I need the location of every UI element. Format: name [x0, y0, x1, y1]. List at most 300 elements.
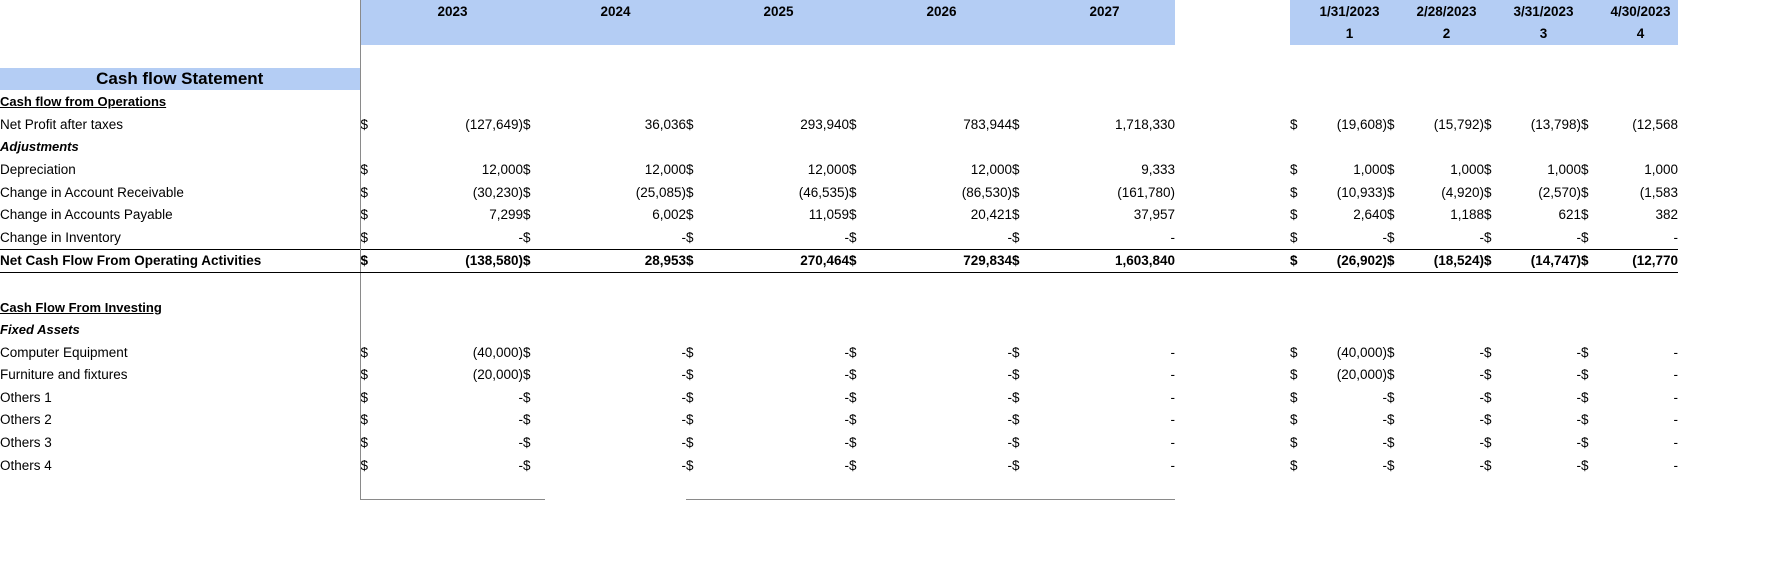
currency-symbol: $	[686, 344, 694, 360]
value-month-3: -	[1576, 229, 1581, 245]
table-row	[0, 409, 1774, 432]
currency-symbol: $	[1290, 344, 1298, 360]
currency-symbol: $	[1581, 161, 1589, 177]
value-month-1: -	[1382, 389, 1387, 405]
value-month-4: -	[1673, 435, 1678, 451]
currency-symbol: $	[686, 367, 694, 383]
currency-symbol: $	[1387, 389, 1395, 405]
value-month-1: -	[1382, 412, 1387, 428]
total-2026: 729,834	[871, 249, 1012, 273]
month-header-apr: 4/30/2023	[1603, 0, 1678, 23]
subsection-heading-row-fixed-assets	[0, 318, 1774, 341]
idx-spacer-3	[523, 23, 545, 46]
column-gap	[1175, 454, 1290, 477]
row-label: Furniture and fixtures	[0, 364, 360, 387]
currency-symbol: $	[1484, 249, 1506, 273]
month-index-spacer-1	[1290, 23, 1312, 46]
currency-symbol: $	[360, 389, 369, 405]
bottom-cell-m7	[1581, 476, 1603, 499]
value-2024: -	[681, 229, 686, 245]
column-gap	[1175, 0, 1290, 23]
value-month-3: -	[1576, 457, 1581, 473]
currency-symbol: $	[1387, 249, 1409, 273]
bottom-cell-m4	[1409, 476, 1484, 499]
total-month-1: (26,902)	[1312, 249, 1387, 273]
currency-symbol: $	[1290, 207, 1298, 223]
value-2023: -	[518, 412, 523, 428]
currency-symbol: $	[1387, 412, 1395, 428]
currency-symbol: $	[1581, 412, 1589, 428]
value-2025: -	[844, 229, 849, 245]
currency-symbol: $	[1581, 435, 1589, 451]
total-month-4: (12,770	[1603, 249, 1678, 273]
currency-symbol: $	[1387, 161, 1395, 177]
table-row	[0, 454, 1774, 477]
value-month-3: 1,000	[1547, 161, 1581, 177]
currency-symbol: $	[1484, 389, 1492, 405]
value-2027: -	[1170, 457, 1175, 473]
currency-symbol: $	[1581, 344, 1589, 360]
year-header-2023: 2023	[382, 0, 523, 23]
spacer-cell-right	[360, 45, 1774, 68]
idx-spacer-7	[849, 23, 871, 46]
currency-symbol: $	[523, 389, 531, 405]
value-2024: -	[681, 367, 686, 383]
currency-symbol: $	[360, 367, 369, 383]
currency-symbol: $	[686, 435, 694, 451]
bottom-cell-m5	[1484, 476, 1506, 499]
value-2026: (86,530)	[961, 184, 1012, 200]
value-2027: -	[1170, 367, 1175, 383]
total-label: Net Cash Flow From Operating Activities	[0, 249, 360, 273]
value-2023: (40,000)	[472, 344, 523, 360]
index-corner	[0, 23, 360, 46]
currency-symbol: $	[360, 229, 369, 245]
month-index-4: 4	[1603, 23, 1678, 46]
currency-symbol: $	[849, 161, 857, 177]
value-month-3: -	[1576, 389, 1581, 405]
currency-symbol: $	[360, 207, 369, 223]
currency-symbol: $	[1387, 116, 1395, 132]
row-label: Others 2	[0, 409, 360, 432]
section-heading-row-investing	[0, 296, 1774, 319]
currency-symbol: $	[1012, 412, 1020, 428]
subsection-heading-fixed-assets: Fixed Assets	[0, 318, 360, 341]
value-2023: (127,649)	[465, 116, 523, 132]
column-gap	[1175, 181, 1290, 204]
column-gap	[1175, 113, 1290, 136]
value-month-2: -	[1479, 389, 1484, 405]
year-header-spacer-2	[523, 0, 545, 23]
value-2027: -	[1170, 389, 1175, 405]
value-month-4: (12,568	[1632, 116, 1678, 132]
month-index-spacer-2	[1387, 23, 1409, 46]
idx-spacer-8	[871, 23, 1012, 46]
row-empty-right	[360, 136, 1774, 159]
bottom-rule-2	[382, 476, 523, 499]
column-gap	[1175, 364, 1290, 387]
bottom-cell-m1	[1290, 476, 1312, 499]
value-2027: 37,957	[1133, 207, 1175, 223]
currency-symbol: $	[523, 116, 531, 132]
currency-symbol: $	[523, 161, 531, 177]
value-2026: -	[1007, 367, 1012, 383]
bottom-cell-m3	[1387, 476, 1409, 499]
year-header-spacer-1	[360, 0, 382, 23]
value-month-2: -	[1479, 435, 1484, 451]
value-month-2: 1,000	[1450, 161, 1484, 177]
month-index-3: 3	[1506, 23, 1581, 46]
bottom-rule-9	[1012, 476, 1034, 499]
table-row	[0, 113, 1774, 136]
month-header-mar: 3/31/2023	[1506, 0, 1581, 23]
value-month-3: (2,570)	[1538, 184, 1581, 200]
row-label: Net Profit after taxes	[0, 113, 360, 136]
bottom-rule-6	[708, 476, 849, 499]
currency-symbol: $	[686, 412, 694, 428]
currency-symbol: $	[686, 161, 694, 177]
value-2024: 12,000	[644, 161, 686, 177]
currency-symbol: $	[360, 161, 369, 177]
currency-symbol: $	[1387, 457, 1395, 473]
value-2026: -	[1007, 435, 1012, 451]
year-header-2026: 2026	[871, 0, 1012, 23]
currency-symbol: $	[360, 249, 382, 273]
spacer-row-1	[0, 45, 1774, 68]
value-2025: 12,000	[807, 161, 849, 177]
section-heading-operations: Cash flow from Operations	[0, 90, 360, 113]
idx-spacer-4	[545, 23, 686, 46]
column-gap	[1175, 409, 1290, 432]
currency-symbol: $	[849, 457, 857, 473]
value-2025: -	[844, 344, 849, 360]
currency-symbol: $	[1581, 184, 1589, 200]
currency-symbol: $	[523, 412, 531, 428]
currency-symbol: $	[1484, 435, 1492, 451]
month-header-spacer-1	[1290, 0, 1312, 23]
section-heading-right	[360, 296, 1774, 319]
currency-symbol: $	[1581, 457, 1589, 473]
column-gap	[1175, 249, 1290, 273]
table-row	[0, 158, 1774, 181]
section-heading-right	[360, 90, 1774, 113]
currency-symbol: $	[523, 184, 531, 200]
value-2025: -	[844, 435, 849, 451]
currency-symbol: $	[1484, 367, 1492, 383]
value-2023: -	[518, 229, 523, 245]
total-2024: 28,953	[545, 249, 686, 273]
value-month-2: -	[1479, 457, 1484, 473]
currency-symbol: $	[1484, 116, 1492, 132]
value-2025: -	[844, 457, 849, 473]
row-label: Others 3	[0, 431, 360, 454]
idx-spacer-6	[708, 23, 849, 46]
value-month-1: (10,933)	[1336, 184, 1387, 200]
table-row	[0, 136, 1774, 159]
value-2025: 293,940	[800, 116, 849, 132]
value-month-4: -	[1673, 412, 1678, 428]
value-month-1: (20,000)	[1336, 367, 1387, 383]
bottom-cell-4	[545, 476, 686, 499]
bottom-cell-m6	[1506, 476, 1581, 499]
column-gap	[1175, 158, 1290, 181]
currency-symbol: $	[686, 184, 694, 200]
header-row-month-index	[0, 23, 1774, 46]
value-2023: (30,230)	[472, 184, 523, 200]
value-2024: -	[681, 457, 686, 473]
idx-spacer-9	[1012, 23, 1034, 46]
currency-symbol: $	[849, 389, 857, 405]
currency-symbol: $	[1484, 161, 1492, 177]
page-title: Cash flow Statement	[0, 68, 360, 91]
value-month-2: -	[1479, 367, 1484, 383]
table-row	[0, 203, 1774, 226]
value-month-1: -	[1382, 457, 1387, 473]
value-2026: 20,421	[970, 207, 1012, 223]
currency-symbol: $	[1387, 184, 1395, 200]
column-gap-2	[1175, 23, 1290, 46]
currency-symbol: $	[1484, 229, 1492, 245]
bottom-rule-5	[686, 476, 708, 499]
currency-symbol: $	[523, 435, 531, 451]
title-row-right	[360, 68, 1774, 91]
value-2027: -	[1170, 435, 1175, 451]
month-header-spacer-2	[1387, 0, 1409, 23]
value-month-2: -	[1479, 229, 1484, 245]
value-month-1: (19,608)	[1336, 116, 1387, 132]
value-2023: (20,000)	[472, 367, 523, 383]
currency-symbol: $	[849, 344, 857, 360]
currency-symbol: $	[360, 116, 369, 132]
value-month-4: -	[1673, 457, 1678, 473]
column-gap	[1175, 431, 1290, 454]
total-2023: (138,580)	[382, 249, 523, 273]
currency-symbol: $	[849, 367, 857, 383]
bottom-rule-8	[871, 476, 1012, 499]
currency-symbol: $	[360, 457, 369, 473]
value-month-3: (13,798)	[1530, 116, 1581, 132]
value-2023: -	[518, 435, 523, 451]
month-header-spacer-3	[1484, 0, 1506, 23]
section-heading-investing: Cash Flow From Investing	[0, 296, 360, 319]
currency-symbol: $	[1581, 367, 1589, 383]
row-label: Others 1	[0, 386, 360, 409]
value-month-2: 1,188	[1450, 207, 1484, 223]
section-heading-row-operations	[0, 90, 1774, 113]
row-label: Computer Equipment	[0, 341, 360, 364]
value-2024: (25,085)	[635, 184, 686, 200]
currency-symbol: $	[1290, 249, 1312, 273]
value-2027: (161,780)	[1117, 184, 1175, 200]
row-label: Depreciation	[0, 158, 360, 181]
currency-symbol: $	[360, 344, 369, 360]
currency-symbol: $	[1581, 207, 1589, 223]
value-2027: 1,718,330	[1114, 116, 1175, 132]
currency-symbol: $	[1484, 344, 1492, 360]
table-row	[0, 226, 1774, 249]
total-2027: 1,603,840	[1034, 249, 1175, 273]
currency-symbol: $	[1290, 184, 1298, 200]
value-month-3: -	[1576, 367, 1581, 383]
title-row	[0, 68, 1774, 91]
currency-symbol: $	[1290, 412, 1298, 428]
bottom-cell-m8	[1603, 476, 1678, 499]
currency-symbol: $	[1484, 412, 1492, 428]
month-header-feb: 2/28/2023	[1409, 0, 1484, 23]
bottom-label-cell	[0, 476, 360, 499]
currency-symbol: $	[1581, 229, 1589, 245]
currency-symbol: $	[686, 389, 694, 405]
currency-symbol: $	[686, 249, 708, 273]
total-row-operating	[0, 249, 1774, 273]
value-2023: -	[518, 389, 523, 405]
year-header-spacer-3	[686, 0, 708, 23]
currency-symbol: $	[523, 249, 545, 273]
currency-symbol: $	[523, 229, 531, 245]
currency-symbol: $	[686, 457, 694, 473]
value-month-2: (15,792)	[1433, 116, 1484, 132]
subsection-heading-right	[360, 318, 1774, 341]
currency-symbol: $	[1290, 161, 1298, 177]
table-row	[0, 431, 1774, 454]
value-month-3: 621	[1558, 207, 1581, 223]
value-2026: 783,944	[963, 116, 1012, 132]
currency-symbol: $	[686, 229, 694, 245]
value-2024: 6,002	[652, 207, 686, 223]
column-gap	[1175, 226, 1290, 249]
value-2024: 36,036	[644, 116, 686, 132]
value-2024: -	[681, 344, 686, 360]
currency-symbol: $	[1012, 249, 1034, 273]
currency-symbol: $	[1387, 344, 1395, 360]
value-2024: -	[681, 435, 686, 451]
bottom-rule-1	[360, 476, 382, 499]
currency-symbol: $	[1012, 207, 1020, 223]
year-header-spacer-4	[849, 0, 871, 23]
value-2023: 7,299	[489, 207, 523, 223]
value-2026: -	[1007, 389, 1012, 405]
currency-symbol: $	[1290, 435, 1298, 451]
value-2023: -	[518, 457, 523, 473]
bottom-partial-row	[0, 476, 1774, 499]
currency-symbol: $	[849, 207, 857, 223]
currency-symbol: $	[1012, 161, 1020, 177]
value-month-2: (4,920)	[1441, 184, 1484, 200]
table-row	[0, 386, 1774, 409]
currency-symbol: $	[849, 412, 857, 428]
currency-symbol: $	[360, 435, 369, 451]
value-month-3: -	[1576, 435, 1581, 451]
row-label: Change in Account Receivable	[0, 181, 360, 204]
value-2026: 12,000	[970, 161, 1012, 177]
value-2027: -	[1170, 412, 1175, 428]
value-2025: (46,535)	[798, 184, 849, 200]
value-2025: -	[844, 412, 849, 428]
currency-symbol: $	[1290, 229, 1298, 245]
value-2027: -	[1170, 344, 1175, 360]
currency-symbol: $	[1012, 367, 1020, 383]
value-month-3: -	[1576, 412, 1581, 428]
currency-symbol: $	[1484, 457, 1492, 473]
row-label: Change in Inventory	[0, 226, 360, 249]
bottom-rule-7	[849, 476, 871, 499]
currency-symbol: $	[1387, 207, 1395, 223]
header-corner	[0, 0, 360, 23]
idx-spacer-2	[382, 23, 523, 46]
idx-spacer-5	[686, 23, 708, 46]
value-2025: 11,059	[808, 207, 849, 223]
idx-spacer-1	[360, 23, 382, 46]
spacer-cell	[0, 273, 360, 296]
value-2027: 9,333	[1141, 161, 1175, 177]
value-month-4: 1,000	[1644, 161, 1678, 177]
currency-symbol: $	[1012, 389, 1020, 405]
currency-symbol: $	[686, 116, 694, 132]
currency-symbol: $	[849, 116, 857, 132]
year-header-spacer-5	[1012, 0, 1034, 23]
value-2025: -	[844, 389, 849, 405]
currency-symbol: $	[1387, 229, 1395, 245]
value-month-1: -	[1382, 229, 1387, 245]
value-2026: -	[1007, 344, 1012, 360]
idx-spacer-10	[1034, 23, 1175, 46]
bottom-gap	[1175, 476, 1290, 499]
currency-symbol: $	[1484, 207, 1492, 223]
value-2024: -	[681, 389, 686, 405]
year-header-2024: 2024	[545, 0, 686, 23]
currency-symbol: $	[849, 435, 857, 451]
total-month-3: (14,747)	[1506, 249, 1581, 273]
currency-symbol: $	[1387, 435, 1395, 451]
row-label: Change in Accounts Payable	[0, 203, 360, 226]
value-month-2: -	[1479, 344, 1484, 360]
total-month-2: (18,524)	[1409, 249, 1484, 273]
value-2026: -	[1007, 229, 1012, 245]
currency-symbol: $	[1290, 367, 1298, 383]
currency-symbol: $	[523, 457, 531, 473]
year-header-2027: 2027	[1034, 0, 1175, 23]
column-gap	[1175, 203, 1290, 226]
spacer-row-2	[0, 273, 1774, 296]
value-2023: 12,000	[481, 161, 523, 177]
currency-symbol: $	[1290, 389, 1298, 405]
value-month-4: -	[1673, 389, 1678, 405]
currency-symbol: $	[360, 412, 369, 428]
currency-symbol: $	[523, 344, 531, 360]
currency-symbol: $	[1290, 116, 1298, 132]
currency-symbol: $	[849, 184, 857, 200]
currency-symbol: $	[523, 207, 531, 223]
value-month-1: 1,000	[1353, 161, 1387, 177]
spacer-cell-right	[360, 273, 1774, 296]
currency-symbol: $	[1012, 457, 1020, 473]
value-month-2: -	[1479, 412, 1484, 428]
year-header-2025: 2025	[708, 0, 849, 23]
currency-symbol: $	[686, 207, 694, 223]
value-month-3: -	[1576, 344, 1581, 360]
month-header-spacer-4	[1581, 0, 1603, 23]
value-2027: -	[1170, 229, 1175, 245]
currency-symbol: $	[1012, 229, 1020, 245]
row-label: Adjustments	[0, 136, 360, 159]
currency-symbol: $	[1290, 457, 1298, 473]
currency-symbol: $	[1012, 116, 1020, 132]
value-month-4: (1,583	[1639, 184, 1678, 200]
value-month-1: 2,640	[1353, 207, 1387, 223]
value-2026: -	[1007, 457, 1012, 473]
currency-symbol: $	[1484, 184, 1492, 200]
table-row	[0, 341, 1774, 364]
